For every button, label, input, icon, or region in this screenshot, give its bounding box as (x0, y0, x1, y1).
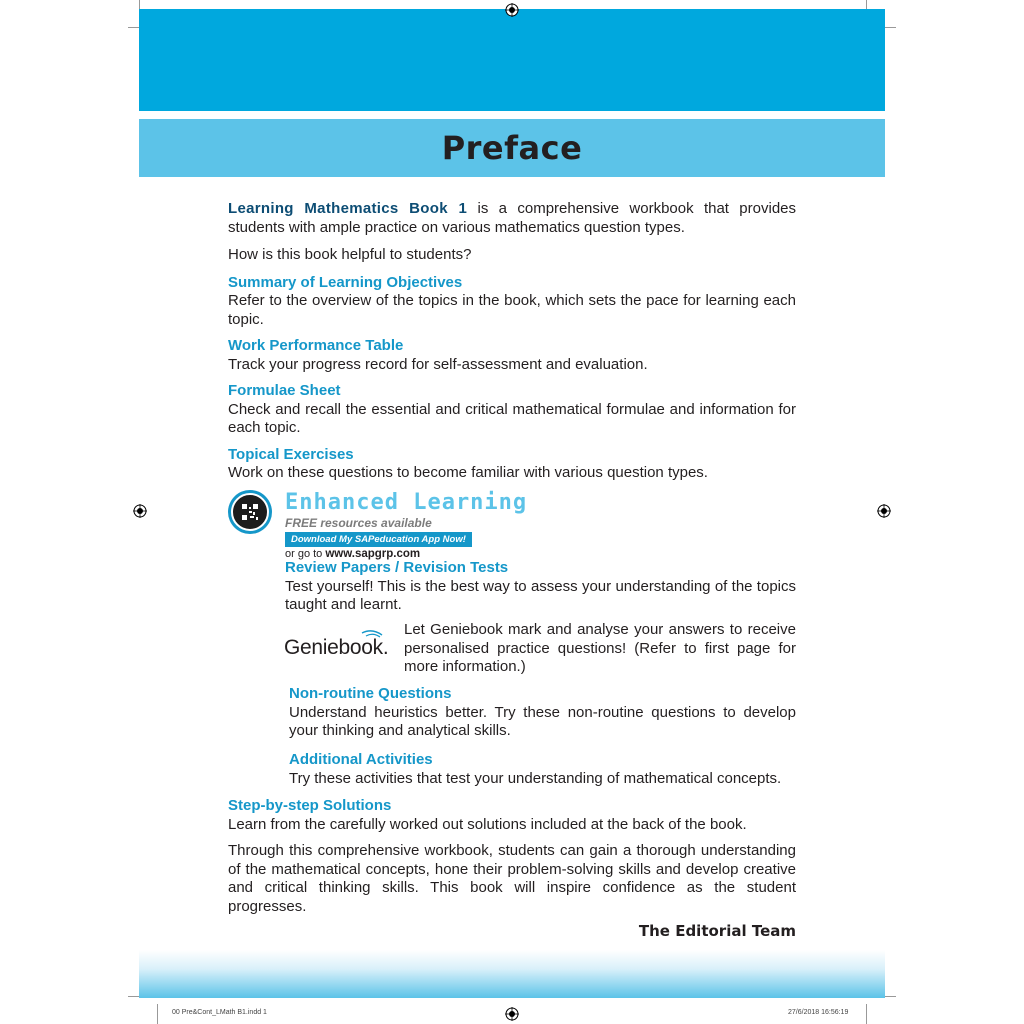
qr-code-icon (228, 490, 272, 534)
registration-mark-icon (133, 504, 147, 518)
geniebook-logo (284, 629, 396, 661)
section-text: Refer to the overview of the topics in the book, which sets the pace for learning each topic. (228, 292, 796, 328)
section-heading: Additional Activities (289, 751, 433, 768)
section-heading: Formulae Sheet (228, 382, 341, 399)
main-content (228, 200, 796, 491)
intro-paragraph (228, 200, 796, 237)
section-heading: Summary of Learning Objectives (228, 273, 463, 291)
geniebook-text: Let Geniebook mark and analyse your answers to receive personalised practice questions! (Refer to first page for more information.) (404, 621, 796, 675)
section-summary (228, 274, 796, 330)
intro-text: is a comprehensive workbook that provides students with ample practice on various mathematics question types. (228, 200, 797, 236)
enhanced-learning-title: Enhanced Learning (285, 490, 528, 515)
section-text: Try these activities that test your understanding of mathematical concepts. (289, 769, 782, 787)
section-heading: Non-routine Questions (289, 685, 452, 702)
section-topical (228, 446, 796, 483)
book-title: Learning Mathematics Book 1 (228, 200, 468, 217)
section-text: Work on these questions to become familiar with various question types. (228, 464, 708, 481)
registration-mark-icon (505, 1007, 519, 1021)
closing-content (228, 797, 796, 925)
section-text: Test yourself! This is the best way to assess your understanding of the topics taught and learnt. (285, 577, 796, 613)
section-heading: Work Performance Table (228, 337, 404, 354)
crop-mark (157, 1004, 158, 1024)
section-heading: Step-by-step Solutions (228, 797, 392, 814)
section-text: Understand heuristics better. Try these non-routine questions to develop your thinking and analytical skills. (289, 703, 796, 739)
download-app-badge[interactable]: Download My SAPeducation App Now! (285, 532, 472, 547)
footer-timestamp: 27/6/2018 16:56:19 (788, 1009, 849, 1016)
crop-mark (866, 1004, 867, 1024)
footer-band (139, 950, 885, 998)
section-formulae (228, 382, 796, 438)
enhanced-learning-banner (228, 488, 796, 568)
section-work-performance (228, 337, 796, 374)
page-title: Preface (441, 129, 583, 167)
section-additional (289, 751, 796, 788)
svg-text:Geniebook.: Geniebook. (284, 636, 389, 659)
registration-mark-icon (877, 504, 891, 518)
url-prefix: or go to (285, 548, 326, 560)
free-resources-text: FREE resources available (285, 516, 432, 530)
section-solutions (228, 797, 796, 834)
header-band (139, 9, 885, 111)
section-review (285, 559, 796, 615)
footer-filename: 00 Pre&Cont_LMath B1.indd 1 (172, 1009, 267, 1016)
title-band (139, 119, 885, 177)
section-text: Check and recall the essential and critical mathematical formulae and information for each topic. (228, 400, 796, 436)
closing-paragraph: Through this comprehensive workbook, students can gain a thorough understanding of the mathematical concepts, hone their problem-solving skills and develop creative and critical thinking skills. This book will inspire confidence as the student progresses. (228, 842, 796, 915)
section-heading: Review Papers / Revision Tests (285, 559, 509, 576)
registration-mark-icon (505, 3, 519, 17)
section-nonroutine (289, 685, 796, 741)
intro-question: How is this book helpful to students? (228, 246, 472, 263)
website-link[interactable]: www.sapgrp.com (325, 548, 421, 560)
signature: The Editorial Team (638, 922, 796, 940)
section-text: Learn from the carefully worked out solutions included at the back of the book. (228, 815, 747, 833)
section-heading: Topical Exercises (228, 445, 354, 463)
section-text: Track your progress record for self-assessment and evaluation. (228, 355, 648, 373)
